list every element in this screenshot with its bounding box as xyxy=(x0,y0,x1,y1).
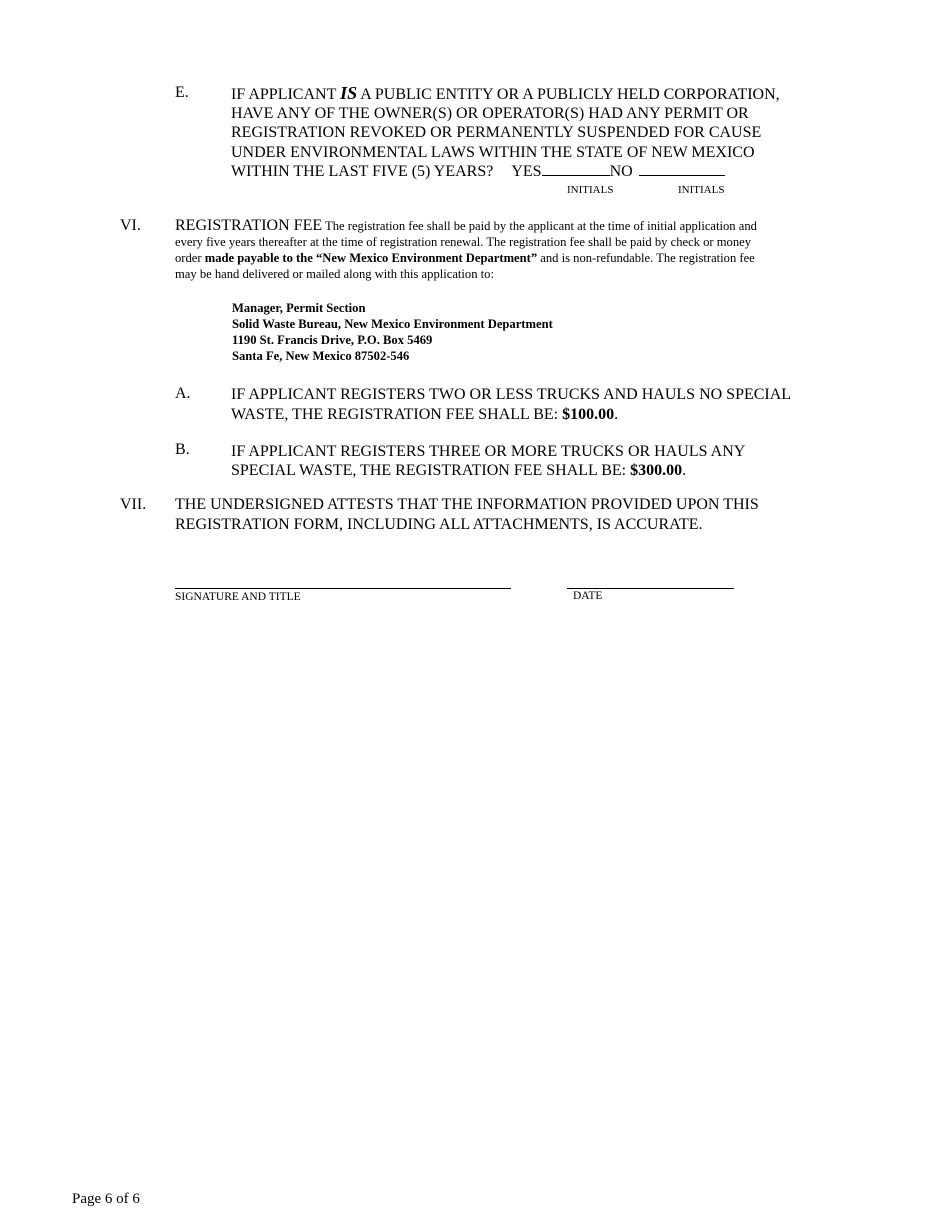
fee-b-line-2: SPECIAL WASTE, THE REGISTRATION FEE SHALL BE: $300.00. xyxy=(231,462,687,479)
no-initials-label: INITIALS xyxy=(678,184,725,196)
no-initials-field[interactable] xyxy=(639,162,725,176)
signature-label: SIGNATURE AND TITLE xyxy=(175,591,301,603)
section-vi-marker: VI. xyxy=(120,217,141,234)
section-e-line-2: HAVE ANY OF THE OWNER(S) OR OPERATOR(S) HAD ANY PERMIT OR xyxy=(231,104,749,122)
section-e-marker: E. xyxy=(175,84,189,101)
address-line-3: 1190 St. Francis Drive, P.O. Box 5469 xyxy=(232,333,433,347)
section-e-line-5: WITHIN THE LAST FIVE (5) YEARS? YES NO xyxy=(231,162,725,182)
date-label: DATE xyxy=(573,590,603,602)
yes-initials-field[interactable] xyxy=(542,162,610,176)
section-e-line-1: IF APPLICANT IS A PUBLIC ENTITY OR A PUBLICLY HELD CORPORATION, xyxy=(231,83,780,103)
section-vi-line-2: every five years thereafter at the time of registration renewal. The registration fee shall be paid by check or money xyxy=(175,235,752,249)
address-line-4: Santa Fe, New Mexico 87502-546 xyxy=(232,349,410,363)
section-e-line-3: REGISTRATION REVOKED OR PERMANENTLY SUSPENDED FOR CAUSE xyxy=(231,124,762,142)
section-vii-line-1: THE UNDERSIGNED ATTESTS THAT THE INFORMATION PROVIDED UPON THIS xyxy=(175,496,759,513)
section-e-line-4: UNDER ENVIRONMENTAL LAWS WITHIN THE STATE OF NEW MEXICO xyxy=(231,143,755,161)
section-vi-line-4: may be hand delivered or mailed along with this application to: xyxy=(175,267,494,281)
fee-b-line-1: IF APPLICANT REGISTERS THREE OR MORE TRUCKS OR HAULS ANY xyxy=(231,443,746,460)
address-line-1: Manager, Permit Section xyxy=(232,301,366,315)
section-vi-line-1: REGISTRATION FEE The registration fee shall be paid by the applicant at the time of initial application and xyxy=(175,217,757,234)
section-vii-line-2: REGISTRATION FORM, INCLUDING ALL ATTACHMENTS, IS ACCURATE. xyxy=(175,516,703,533)
fee-a-marker: A. xyxy=(175,385,191,402)
section-vi-line-3: order made payable to the “New Mexico Environment Department” and is non-refundable. The registration fee xyxy=(175,251,755,265)
fee-a-line-1: IF APPLICANT REGISTERS TWO OR LESS TRUCKS AND HAULS NO SPECIAL xyxy=(231,386,792,403)
signature-line[interactable] xyxy=(175,588,511,589)
fee-a-line-2: WASTE, THE REGISTRATION FEE SHALL BE: $100.00. xyxy=(231,406,619,423)
fee-b-marker: B. xyxy=(175,441,190,458)
section-vii-marker: VII. xyxy=(120,496,147,513)
page-number: Page 6 of 6 xyxy=(72,1191,140,1207)
date-line[interactable] xyxy=(567,588,734,589)
address-line-2: Solid Waste Bureau, New Mexico Environment Department xyxy=(232,317,553,331)
yes-initials-label: INITIALS xyxy=(567,184,614,196)
